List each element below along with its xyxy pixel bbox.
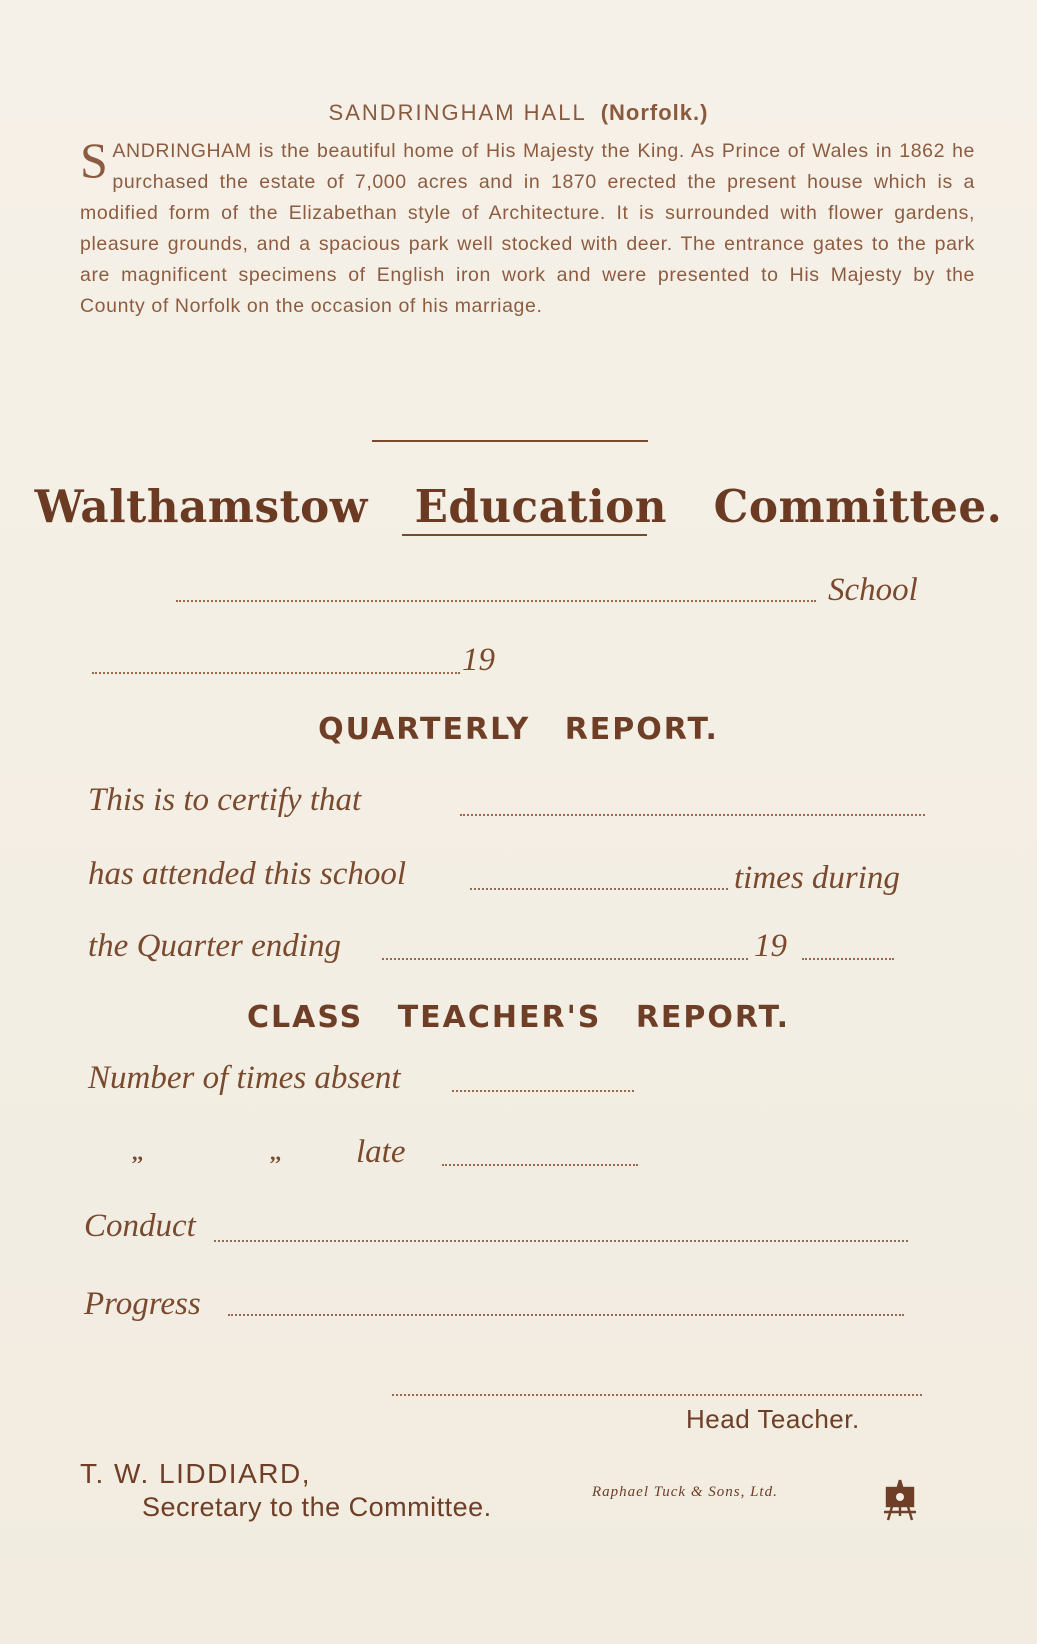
article-subtitle: (Norfolk.) <box>600 100 709 125</box>
year-label-1: 19 <box>462 642 495 678</box>
head-teacher-signature-field[interactable] <box>392 1394 922 1396</box>
bottom-rule <box>402 534 647 536</box>
certify-label: This is to certify that <box>88 782 362 818</box>
progress-field[interactable] <box>228 1314 904 1316</box>
school-label: School <box>828 572 918 608</box>
attendance-count-field[interactable] <box>470 888 728 890</box>
pupil-name-field[interactable] <box>460 814 925 816</box>
secretary-title: Secretary to the Committee. <box>142 1492 492 1522</box>
date-field[interactable] <box>92 672 460 674</box>
absent-label: Number of times absent <box>88 1060 401 1096</box>
article-text: ANDRINGHAM is the beautiful home of His Majesty the King. As Prince of Wales in 1862 he purchased the estate of 7,000 acres and in 1870 erected the present house which is a modified form of the Elizabethan style of Architecture. It is surrounded with flower gardens, pleasure grounds, and a spacious park well stocked with deer. The entrance gates to the park are magnificent specimens of English iron work and were presented to His Majesty by the County of Norfolk on the occasion of his marriage. <box>80 140 975 317</box>
progress-label: Progress <box>84 1286 201 1322</box>
class-teacher-report-heading: CLASS TEACHER'S REPORT. <box>247 1000 790 1035</box>
quarter-ending-label: the Quarter ending <box>88 928 341 964</box>
quarter-ending-field[interactable] <box>382 958 748 960</box>
ditto-mark-2: ,, <box>270 1140 281 1165</box>
conduct-label: Conduct <box>84 1208 196 1244</box>
committee-title: Walthamstow Education Committee. <box>34 480 1003 533</box>
head-teacher-label: Head Teacher. <box>686 1404 860 1434</box>
article-title-text: SANDRINGHAM HALL <box>328 100 587 125</box>
publisher-imprint: Raphael Tuck & Sons, Ltd. <box>592 1484 778 1500</box>
times-during-label: times during <box>734 860 900 896</box>
attended-label: has attended this school <box>88 856 407 892</box>
article-body <box>80 132 975 322</box>
late-label: late <box>356 1134 406 1170</box>
absent-count-field[interactable] <box>452 1090 634 1092</box>
secretary-name: T. W. LIDDIARD, <box>80 1458 311 1489</box>
ditto-mark-1: ,, <box>132 1140 143 1165</box>
article-title <box>0 100 1037 126</box>
drop-cap: S <box>80 132 109 188</box>
top-rule <box>372 440 648 442</box>
year-suffix-field[interactable] <box>802 958 894 960</box>
quarterly-report-heading: QUARTERLY REPORT. <box>318 712 719 747</box>
late-count-field[interactable] <box>442 1164 638 1166</box>
easel-palette-trademark-icon <box>882 1476 918 1522</box>
school-name-field[interactable] <box>176 600 816 602</box>
conduct-field[interactable] <box>214 1240 908 1242</box>
year-label-2: 19 <box>754 928 787 964</box>
